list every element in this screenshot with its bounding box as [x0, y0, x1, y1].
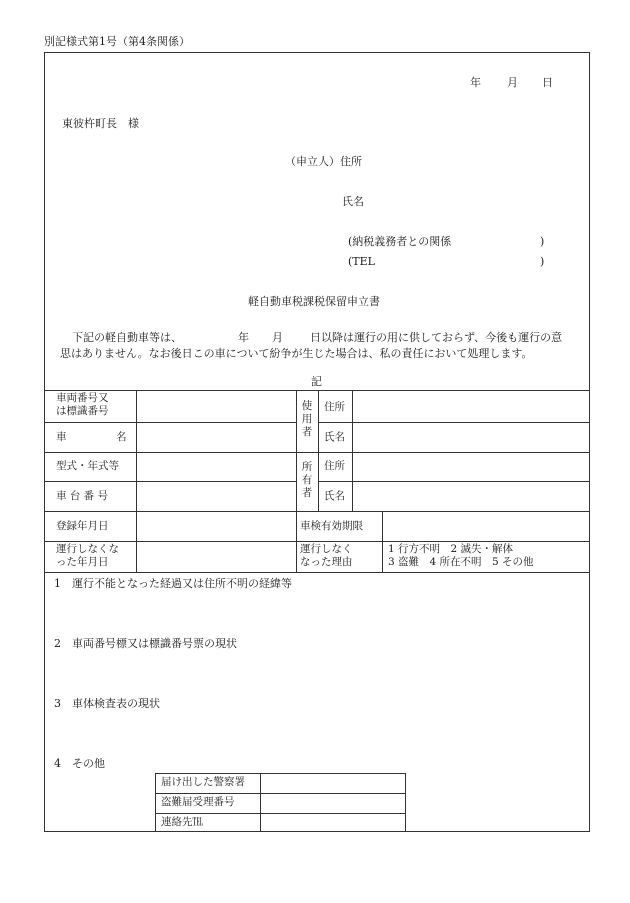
relation-label: (納税義務者との関係	[348, 235, 452, 248]
not-running-date-label: 運行しなくな った年月日	[56, 543, 119, 568]
inspection-expiry-label: 車検有効期限	[300, 520, 363, 532]
car-name-label-a: 車	[56, 431, 67, 443]
section-4: 4 その他	[54, 757, 105, 770]
theft-report-number-label: 盗難届受理番号	[161, 796, 235, 808]
row-line	[44, 511, 590, 512]
ki-label: 記	[311, 375, 322, 388]
police-col-line	[405, 773, 406, 832]
col-line	[296, 390, 297, 572]
police-col-line	[260, 773, 261, 832]
document-title: 軽自動車税課税保留申立書	[248, 295, 380, 308]
section-1: 1 運行不能となった経過又は住所不明の経緯等	[54, 577, 292, 590]
police-row-line	[155, 773, 405, 774]
date-year-label: 年	[470, 76, 481, 89]
section-3: 3 車体検査表の現状	[54, 697, 160, 710]
statement-part-a: 下記の軽自動車等は、	[72, 331, 182, 344]
owner-label: 所 有 者	[301, 461, 313, 499]
row-line	[44, 452, 590, 453]
chassis-number-label: 車 台 番 号	[56, 490, 109, 502]
section-2: 2 車両番号標又は標識番号票の現状	[54, 637, 237, 650]
contact-label: 連絡先℡	[161, 816, 203, 828]
user-label: 使 用 者	[301, 400, 313, 438]
police-station-label: 届け出した警察署	[161, 776, 245, 788]
police-row-line	[155, 793, 405, 794]
statement-month: 月	[272, 331, 283, 344]
statement-line2: 思はありません。なお後日この車について紛争が生じた場合は、私の責任において処理します。	[60, 347, 533, 360]
tel-close: )	[540, 255, 545, 268]
row-line	[44, 541, 590, 542]
col-line	[382, 511, 383, 572]
date-month-label: 月	[507, 76, 518, 89]
row-line	[44, 481, 296, 482]
plate-number-label: 車両番号又 は標識番号	[56, 392, 109, 417]
applicant-address-label: （申立人）住所	[285, 155, 362, 168]
owner-address-label: 住所	[324, 460, 345, 472]
addressee: 東彼杵町長 様	[62, 117, 139, 130]
col-line	[352, 390, 353, 511]
car-name-label-b: 名	[116, 431, 127, 443]
form-code: 別記様式第1号（第4条関係）	[44, 35, 190, 48]
row-line	[44, 422, 296, 423]
date-day-label: 日	[542, 76, 553, 89]
police-row-line	[155, 813, 405, 814]
reason-label: 運行しなく なった理由	[300, 543, 353, 568]
statement-part-b: 日以降は運行の用に供しておらず、今後も運行の意	[310, 331, 563, 344]
relation-close: )	[540, 235, 545, 248]
applicant-name-label: 氏名	[342, 195, 364, 208]
reason-options: 1 行方不明 2 滅失・解体 3 盗難 4 所在不明 5 その他	[388, 543, 534, 568]
user-address-label: 住所	[324, 401, 345, 413]
table-top-line	[44, 390, 590, 391]
row-line	[318, 422, 590, 423]
user-name-label: 氏名	[324, 431, 345, 443]
row-line	[44, 572, 590, 573]
col-line	[136, 390, 137, 572]
statement-year: 年	[238, 331, 249, 344]
police-col-line	[155, 773, 156, 832]
owner-name-label: 氏名	[324, 490, 345, 502]
reg-date-label: 登録年月日	[56, 520, 109, 532]
row-line	[318, 481, 590, 482]
tel-label: (TEL	[348, 255, 375, 268]
col-line	[318, 390, 319, 511]
model-year-label: 型式・年式等	[56, 460, 119, 472]
